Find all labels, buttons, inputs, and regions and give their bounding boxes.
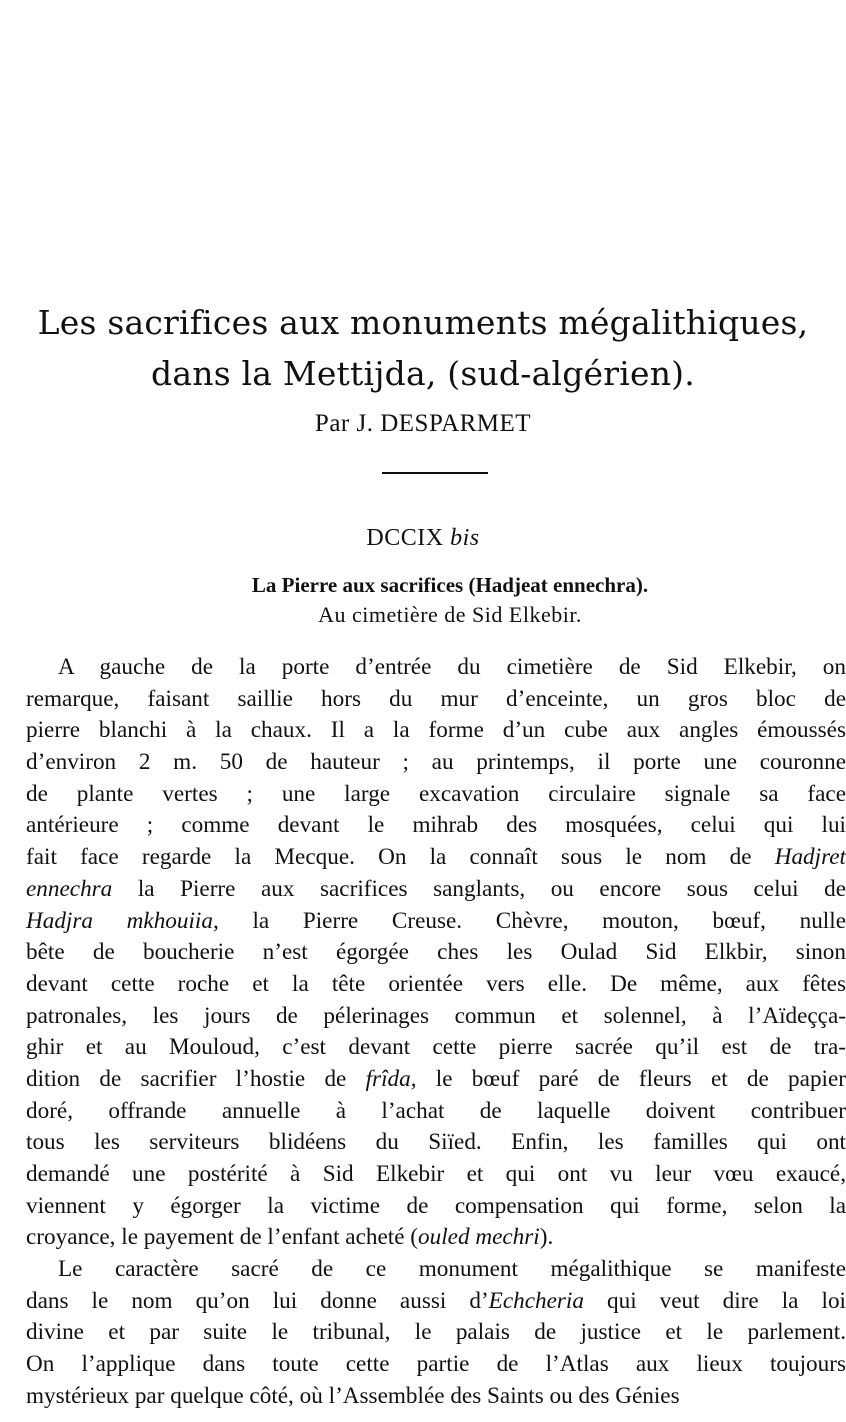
- body-line: [26, 747, 846, 779]
- line-text: tous les serviteurs blidéens du Siïed. Enfin, les familles qui ont: [26, 1129, 846, 1156]
- line-text: , le bœuf paré de fleurs et de papier: [410, 1065, 846, 1092]
- section-place: Au cimetière de Sid Elkebir.: [318, 602, 582, 627]
- body-line: [26, 1381, 846, 1413]
- line-text: dans le nom qu’on lui donne aussi d’: [26, 1287, 489, 1314]
- line-text: antérieure ; comme devant le mihrab des mosquées, celui qui lui: [26, 812, 846, 839]
- line-text: de plante vertes ; une large excavation circulaire signale sa face: [26, 780, 846, 807]
- body-line: [26, 1222, 846, 1254]
- line-text: dition de sacrifier l’hostie de: [26, 1065, 366, 1092]
- line-text: mystérieux par quelque côté, où l’Assemblée des Saints ou des Génies: [26, 1382, 680, 1409]
- line-text: d’environ 2 m. 50 de hauteur ; au printemps, il porte une couronne: [26, 749, 846, 776]
- body-line: [26, 1032, 846, 1064]
- line-text: ).: [539, 1224, 554, 1251]
- section-heading: La Pierre aux sacrifices (Hadjeat ennechra).: [251, 573, 649, 597]
- article-title-line-2: dans la Mettijda, (sud-algérien).: [151, 354, 695, 393]
- body-line: [26, 684, 846, 716]
- body-line: [26, 1159, 846, 1191]
- line-text: bête de boucherie n’est égorgée ches les Oulad Sid Elkbir, sinon: [26, 939, 846, 966]
- body-line: [26, 779, 846, 811]
- body-line: [26, 1191, 846, 1223]
- line-text: qui veut dire la loi: [583, 1287, 846, 1314]
- line-text: On l’applique dans toute cette partie de l’Atlas aux lieux toujours: [26, 1351, 846, 1378]
- body-line: [26, 1127, 846, 1159]
- line-text: , la Pierre Creuse. Chèvre, mouton, bœuf, nulle: [212, 907, 846, 934]
- line-text: fait face regarde la Mecque. On la connaît sous le nom de: [26, 844, 775, 871]
- line-text: remarque, faisant saillie hors du mur d’enceinte, un gros bloc de: [26, 685, 846, 712]
- line-text: A gauche de la porte d’entrée du cimetière de Sid Elkebir, on: [58, 654, 846, 680]
- body-line: [26, 715, 846, 747]
- italic-term: Hadjra mkhouiia: [26, 907, 213, 934]
- author-byline: Par J. DESPARMET: [314, 410, 532, 437]
- line-text: demandé une postérité à Sid Elkebir et qui ont vu leur vœu exaucé,: [26, 1161, 846, 1187]
- body-line: [26, 1001, 846, 1033]
- article-title-line-1: Les sacrifices aux monuments mégalithiques,: [37, 303, 809, 342]
- body-line: [26, 969, 846, 1001]
- line-text: devant cette roche et la tête orientée vers elle. De même, aux fêtes: [26, 970, 846, 997]
- line-text: croyance, le payement de l’enfant acheté (: [26, 1224, 419, 1251]
- body-line: [26, 1064, 846, 1096]
- line-text: ghir et au Mouloud, c’est devant cette pierre sacrée qu’il est de tra-: [26, 1034, 846, 1061]
- body-line: [26, 906, 846, 938]
- line-text: patronales, les jours de pélerinages commun et solennel, à l’Aïdeçça-: [26, 1002, 846, 1029]
- italic-term: ennechra: [26, 875, 113, 902]
- body-line: [26, 652, 846, 684]
- line-text: Le caractère sacré de ce monument mégalithique se manifeste: [58, 1256, 846, 1283]
- line-text: doré, offrande annuelle à l’achat de laquelle doivent contribuer: [26, 1097, 846, 1124]
- section-number-roman: DCCIX: [366, 525, 444, 551]
- section-number-suffix: bis: [450, 525, 480, 551]
- title-divider: [382, 472, 488, 474]
- body-text: [26, 652, 846, 1413]
- body-line: [26, 937, 846, 969]
- body-line: [26, 810, 846, 842]
- body-line: [26, 1096, 846, 1128]
- italic-term: ouled mechri: [418, 1224, 540, 1251]
- line-text: viennent y égorger la victime de compensation qui forme, selon la: [26, 1192, 846, 1219]
- italic-term: frîda: [365, 1065, 411, 1092]
- body-line: [26, 1254, 846, 1286]
- line-text: la Pierre aux sacrifices sanglants, ou encore sous celui de: [112, 875, 846, 902]
- italic-term: Echcheria: [488, 1287, 584, 1314]
- line-text: pierre blanchi à la chaux. Il a la forme d’un cube aux angles émoussés: [26, 717, 846, 744]
- line-text: divine et par suite le tribunal, le palais de justice et le parlement.: [26, 1319, 846, 1346]
- body-line: [26, 1286, 846, 1318]
- body-line: [26, 1317, 846, 1349]
- body-line: [26, 842, 846, 874]
- section-number: [0, 525, 846, 552]
- body-line: [26, 874, 846, 906]
- italic-term: Hadjret: [774, 844, 846, 871]
- body-line: [26, 1349, 846, 1381]
